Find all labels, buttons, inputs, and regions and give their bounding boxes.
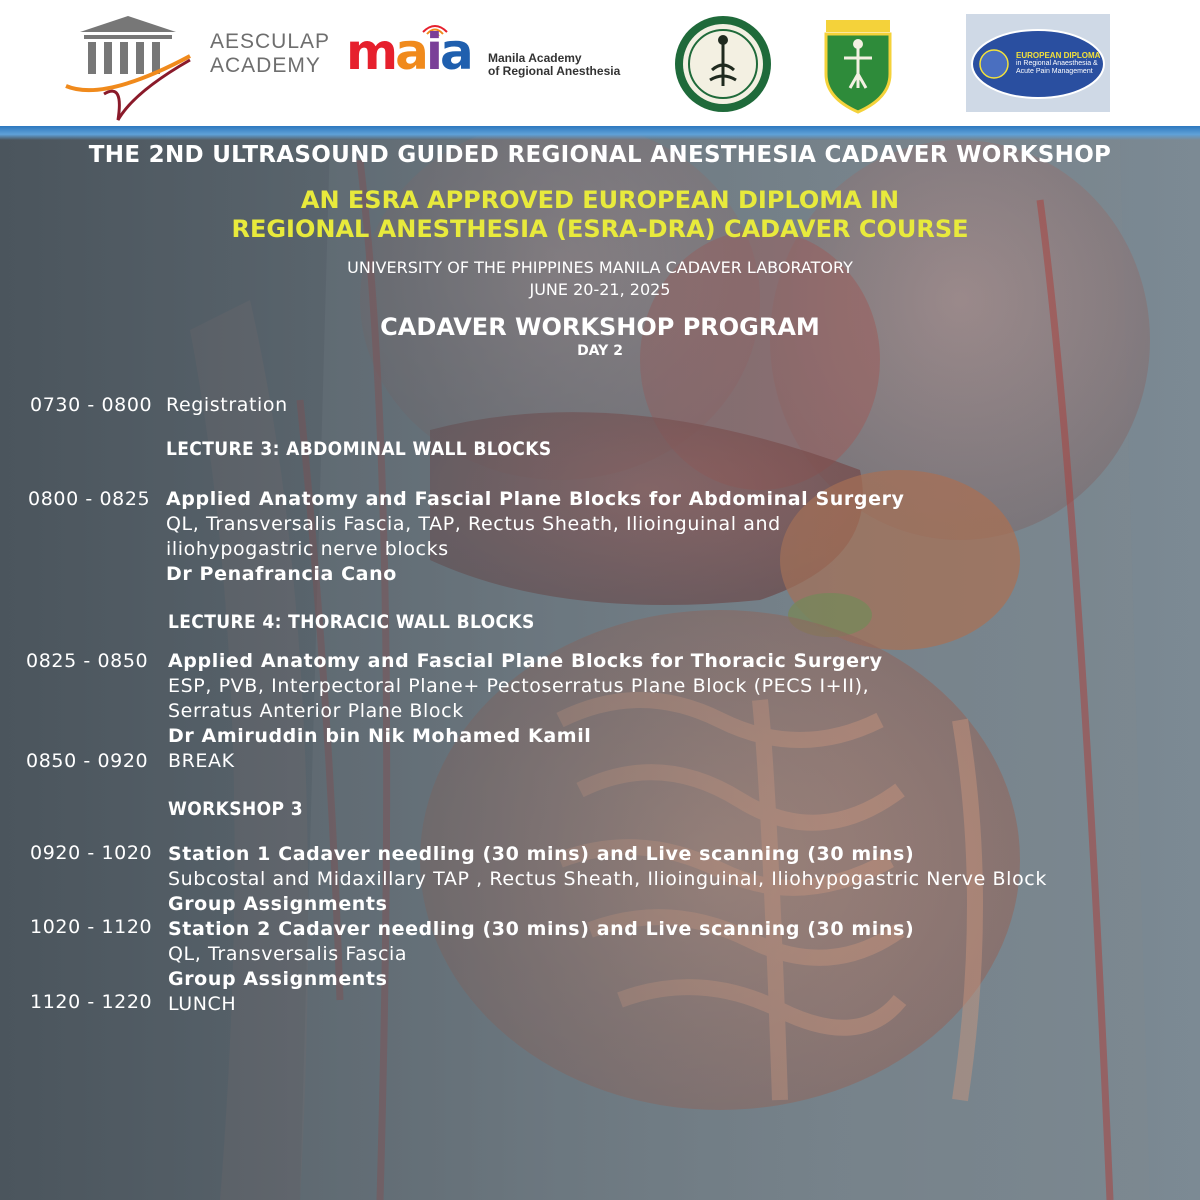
schedule-item-thoracic-lecture xyxy=(168,649,883,749)
schedule-item-station-1 xyxy=(168,842,1047,917)
date-text: JUNE 20-21, 2025 xyxy=(529,280,671,299)
maia-letter-a1: a xyxy=(395,23,426,81)
section-heading-lecture-4: LECTURE 4: THORACIC WALL BLOCKS xyxy=(168,611,535,633)
maia-letter-a2: a xyxy=(440,23,471,81)
day-label: DAY 2 xyxy=(577,343,623,359)
lecture-description-line1: QL, Transversalis Fascia, TAP, Rectus Sheath, Ilioinguinal and xyxy=(166,513,781,535)
schedule-time: 0850 - 0920 xyxy=(26,750,149,772)
venue-text: UNIVERSITY OF THE PHIPPINES MANILA CADAVER LABORATORY xyxy=(347,258,853,277)
edra-line2: in Regional Anaesthesia & xyxy=(1016,60,1098,67)
schedule-item-break: BREAK xyxy=(168,750,235,772)
maia-sub-line1: Manila Academy xyxy=(488,51,582,65)
up-manila-seal-icon xyxy=(672,14,774,114)
lecture-speaker: Dr Penafrancia Cano xyxy=(166,563,397,585)
esra-subtitle-line2: REGIONAL ANESTHESIA (ESRA-DRA) CADAVER COURSE xyxy=(231,215,969,243)
schedule-time: 1020 - 1120 xyxy=(30,916,153,938)
lecture-description-line1: ESP, PVB, Interpectoral Plane+ Pectoserratus Plane Block (PECS I+II), xyxy=(168,675,870,697)
schedule-time: 0800 - 0825 xyxy=(28,488,151,510)
lecture-title: Applied Anatomy and Fascial Plane Blocks for Abdominal Surgery xyxy=(166,488,905,510)
station-group-assignments: Group Assignments xyxy=(168,893,388,915)
section-heading-lecture-3: LECTURE 3: ABDOMINAL WALL BLOCKS xyxy=(166,438,552,460)
edra-wordmark xyxy=(1016,52,1106,76)
station-title: Station 1 Cadaver needling (30 mins) and Live scanning (30 mins) xyxy=(168,843,915,865)
schedule-time: 0920 - 1020 xyxy=(30,842,153,864)
lecture-title: Applied Anatomy and Fascial Plane Blocks for Thoracic Surgery xyxy=(168,650,883,672)
program-heading: CADAVER WORKSHOP PROGRAM xyxy=(380,313,820,341)
station-description: QL, Transversalis Fascia xyxy=(168,943,408,965)
schedule-item-abdominal-lecture xyxy=(166,487,905,587)
esra-subtitle xyxy=(0,186,1200,244)
maia-sub-line2: of Regional Anesthesia xyxy=(488,64,621,78)
lecture-description-line2: iliohypogastric nerve blocks xyxy=(166,538,449,560)
esra-subtitle-line1: AN ESRA APPROVED EUROPEAN DIPLOMA IN xyxy=(300,186,900,214)
aesculap-academy-wordmark xyxy=(210,30,330,78)
schedule-item-station-2 xyxy=(168,917,914,992)
schedule-item-lunch: LUNCH xyxy=(168,993,237,1015)
maia-letter-i: i xyxy=(425,23,440,81)
station-group-assignments: Group Assignments xyxy=(168,968,388,990)
section-heading-workshop-3: WORKSHOP 3 xyxy=(168,798,303,820)
aesculap-temple-logo-icon xyxy=(64,12,204,122)
schedule-time: 1120 - 1220 xyxy=(30,991,153,1013)
maia-wordmark xyxy=(346,22,471,82)
aesculap-line2: ACADEMY xyxy=(210,54,321,77)
lecture-description-line2: Serratus Anterior Plane Block xyxy=(168,700,464,722)
logo-header xyxy=(0,0,1200,126)
workshop-title: THE 2ND ULTRASOUND GUIDED REGIONAL ANESTHESIA CADAVER WORKSHOP xyxy=(88,142,1112,168)
edra-line3: Acute Pain Management xyxy=(1016,68,1093,75)
maia-letter-m: m xyxy=(346,23,396,81)
header-blue-band xyxy=(0,126,1200,140)
station-description: Subcostal and Midaxillary TAP , Rectus Sheath, Ilioinguinal, Iliohypogastric Nerve Block xyxy=(168,868,1047,890)
schedule-time: 0825 - 0850 xyxy=(26,650,149,672)
schedule-time: 0730 - 0800 xyxy=(30,394,153,416)
edra-line1: EUROPEAN DIPLOMA xyxy=(1016,51,1101,60)
schedule-item-registration: Registration xyxy=(166,394,288,416)
lecture-speaker: Dr Amiruddin bin Nik Mohamed Kamil xyxy=(168,725,592,747)
maia-subtitle xyxy=(488,52,620,78)
station-title: Station 2 Cadaver needling (30 mins) and Live scanning (30 mins) xyxy=(168,918,915,940)
anatomy-shield-icon xyxy=(822,18,894,114)
aesculap-line1: AESCULAP xyxy=(210,30,331,53)
